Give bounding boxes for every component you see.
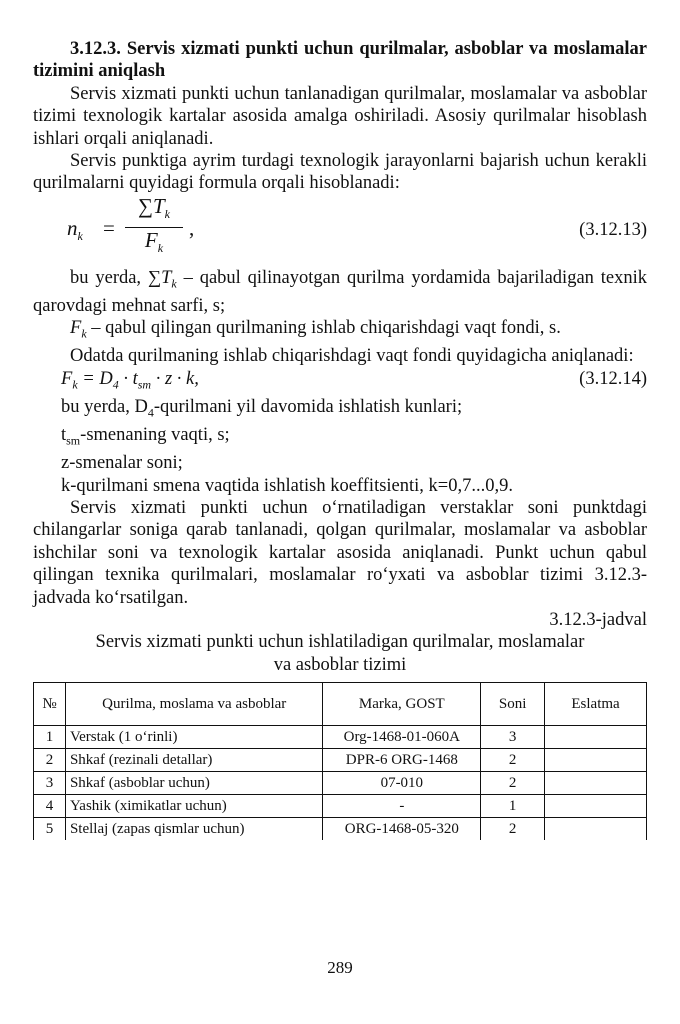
cell-number: 3 xyxy=(34,772,66,795)
formula-lhs: $n_k$ xyxy=(67,215,83,244)
def-tsm: $t_{sm}$-smenaning vaqti, s; xyxy=(61,425,230,448)
cell-equipment: Yashik (ximikatlar uchun) xyxy=(65,795,323,818)
cell-quantity: 3 xyxy=(481,726,545,749)
formula-3-12-14: $F_k = D_4 \cdot t_{sm} \cdot z \cdot k$, (3.12.14) xyxy=(61,368,647,392)
header-quantity: Soni xyxy=(481,683,545,726)
cell-number: 2 xyxy=(34,749,66,772)
table-reference: 3.12.3-jadval xyxy=(549,609,647,630)
cell-brand: Org-1468-01-060A xyxy=(323,726,481,749)
def-z: z-smenalar soni; xyxy=(61,453,183,474)
formula-3-12-13 xyxy=(33,195,647,267)
cell-note xyxy=(545,726,647,749)
table-row xyxy=(34,795,647,818)
cell-brand: DPR-6 ORG-1468 xyxy=(323,749,481,772)
cell-quantity: 2 xyxy=(481,749,545,772)
cell-equipment: Stellaj (zapas qismlar uchun) xyxy=(65,818,323,841)
cell-equipment: Shkaf (asboblar uchun) xyxy=(65,772,323,795)
page-number: 289 xyxy=(327,958,353,977)
formula-fraction xyxy=(123,195,185,260)
where-sum-t: bu yerda, $\sum T_k$ – qabul qilinayotgan qurilma yordamida bajariladigan texnik qarovdagi mehnat sarfi, s; xyxy=(33,267,647,316)
where-f: $F_k$ – qabul qilingan qurilmaning ishlab chiqarishdagi vaqt fondi, s. xyxy=(70,318,561,342)
cell-note xyxy=(545,795,647,818)
cell-note xyxy=(545,818,647,841)
header-brand-gost: Marka, GOST xyxy=(323,683,481,726)
section-heading: 3.12.3. Servis xizmati punkti uchun qurilmalar, asboblar va moslamalar tizimini aniqlash xyxy=(33,39,647,82)
cell-brand: - xyxy=(323,795,481,818)
cell-quantity: 1 xyxy=(481,795,545,818)
cell-number: 1 xyxy=(34,726,66,749)
cell-quantity: 2 xyxy=(481,818,545,841)
paragraph-time-fund: Odatda qurilmaning ishlab chiqarishdagi vaqt fondi quyidagicha aniqlanadi: xyxy=(70,346,634,367)
paragraph-equipment: Servis xizmati punkti uchun o‘rnatiladigan verstaklar soni punktdagi chilangarlar soniga qarab tanlanadi, qolgan qurilmalar, moslamalar va asboblar ishchilar soni va texnologik kartalar asosida aniqlanadi. Punkt uchun qabul qilingan texnika qurilmalari, moslamalar ro‘yxati va asboblar tizimi 3.12.3-jadvada ko‘rsatilgan. xyxy=(33,497,647,608)
cell-quantity: 2 xyxy=(481,772,545,795)
cell-note xyxy=(545,749,647,772)
paragraph-formula-intro: Servis punktiga ayrim turdagi texnologik jarayonlarni bajarish uchun kerakli qurilmalarni quyidagi formula orqali hisoblanadi: xyxy=(33,151,647,194)
table-title-continued: va asboblar tizimi xyxy=(273,654,407,675)
cell-equipment: Verstak (1 o‘rinli) xyxy=(65,726,323,749)
table-row xyxy=(34,772,647,795)
formula-equals: = xyxy=(103,215,115,240)
def-k: k-qurilmani smena vaqtida ishlatish koeffitsienti, k=0,7...0,9. xyxy=(61,475,513,496)
cell-brand: 07-010 xyxy=(323,772,481,795)
formula-numerator: $\sum T_k$ xyxy=(138,193,170,222)
cell-number: 5 xyxy=(34,818,66,841)
cell-number: 4 xyxy=(34,795,66,818)
table-row xyxy=(34,818,647,841)
header-equipment: Qurilma, moslama va asboblar xyxy=(65,683,323,726)
paragraph-intro: Servis xizmati punkti uchun tanlanadigan qurilmalar, moslamalar va asboblar tizimi texnologik kartalar asosida amalga oshiriladi. Asosiy qurilmalar hisoblash ishlari orqali aniqlanadi. xyxy=(33,83,647,149)
cell-equipment: Shkaf (rezinali detallar) xyxy=(65,749,323,772)
def-d4: bu yerda, $D_4$-qurilmani yil davomida ishlatish kunlari; xyxy=(61,396,463,420)
formula-denominator: $F_k$ xyxy=(144,228,164,256)
cell-brand: ORG-1468-05-320 xyxy=(323,818,481,841)
page-content xyxy=(33,38,647,840)
equipment-table xyxy=(33,682,647,840)
table-row xyxy=(34,749,647,772)
equation-number: (3.12.14) xyxy=(579,368,647,389)
header-note: Eslatma xyxy=(545,683,647,726)
table-header-row xyxy=(34,683,647,726)
equation-number: (3.12.13) xyxy=(579,219,647,240)
cell-note xyxy=(545,772,647,795)
header-number: № xyxy=(34,683,66,726)
formula-comma: , xyxy=(189,215,195,240)
table-title: Servis xizmati punkti uchun ishlatiladigan qurilmalar, moslamalar xyxy=(95,632,585,653)
table-row xyxy=(34,726,647,749)
